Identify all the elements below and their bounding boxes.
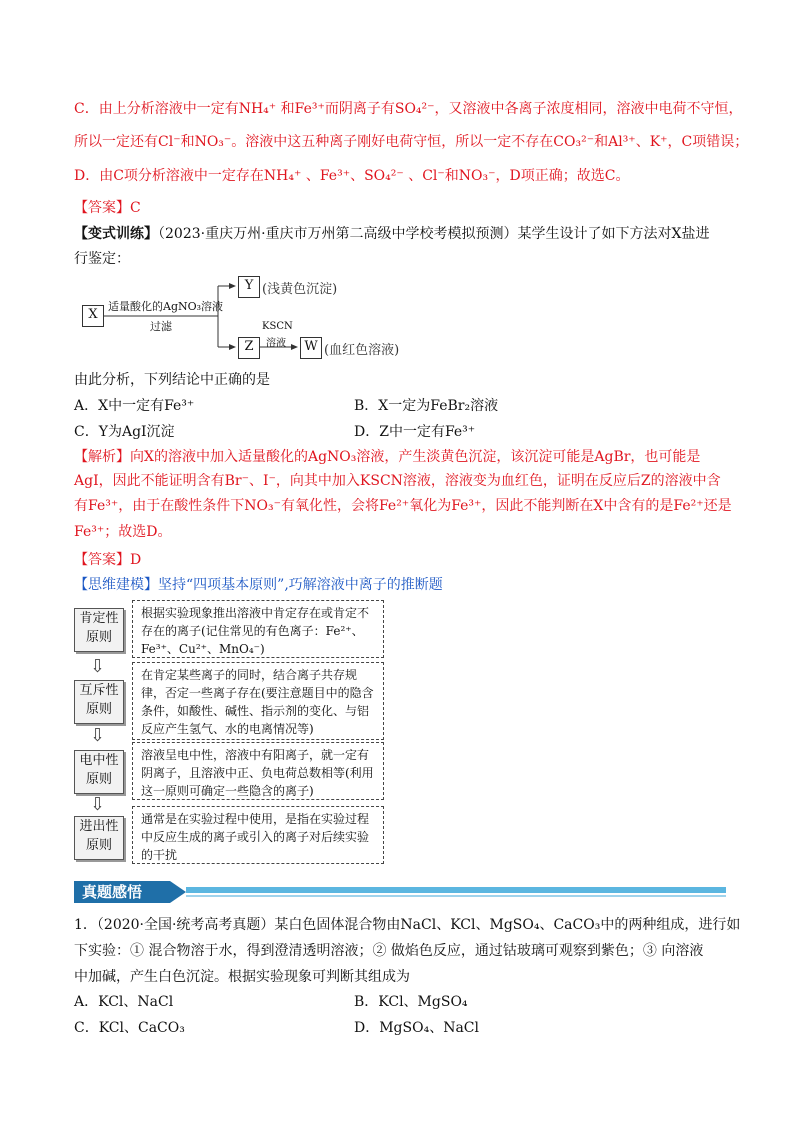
principle-4-name1: 进出性 [79, 819, 119, 834]
principle-1-desc: 根据实验现象推出溶液中肯定存在或肯定不存在的离子(记住常见的有色离子：Fe²⁺、Fe³⁺、Cu²⁺、MnO₄⁻) [132, 600, 384, 658]
analysis-c-line2: 所以一定还有Cl⁻和NO₃⁻。溶液中这五种离子刚好电荷守恒，所以一定不存在CO₃²⁻和Al³⁺、K⁺，C项错误； [74, 134, 749, 150]
principle-2-desc: 在肯定某些离子的同时，结合离子共存规律，否定一些离子存在(要注意题目中的隐含条件，如酸性、碱性、指示剂的变化、与铝反应产生氢气、水的电离情况等) [132, 662, 384, 740]
answer2-value: D [130, 552, 142, 568]
flow-y-box: Y [238, 276, 260, 298]
flow-reagent2: KSCN [262, 321, 293, 332]
option-a: A．X中一定有Fe³⁺ [74, 398, 195, 414]
q1-line2: 下实验：① 混合物溶于水，得到澄清透明溶液；② 做焰色反应，通过钴玻璃可观察到紫色；③ 向溶液 [74, 943, 704, 959]
q1-option-d: D．MgSO₄、NaCl [354, 1020, 479, 1036]
model-heading [74, 575, 443, 595]
principle-3-label [74, 750, 124, 794]
flow-diagram [0, 0, 800, 380]
variant-label: 【变式训练】 [74, 226, 158, 242]
principle-2-name2: 原则 [85, 702, 112, 717]
flow-w-note: (血红色溶液) [324, 343, 400, 358]
option-d: D．Z中一定有Fe³⁺ [354, 424, 476, 440]
model-title: 坚持“四项基本原则”,巧解溶液中离子的推断题 [158, 577, 443, 593]
principle-2-label [74, 680, 124, 724]
option-b: B．X一定为FeBr₂溶液 [354, 398, 499, 414]
flow-y-note: (浅黄色沉淀) [262, 282, 338, 297]
flow-reagent1: 适量酸化的AgNO₃溶液 [108, 300, 224, 313]
principle-1-name1: 肯定性 [79, 611, 119, 626]
variant-text1: （2023·重庆万州·重庆市万州第二高级中学校考模拟预测）某学生设计了如下方法对X盐进 [158, 226, 710, 242]
analysis-label: 【解析】 [74, 449, 130, 465]
answer-value: C [130, 200, 141, 216]
arrow-down-icon: ⇩ [90, 794, 106, 815]
section-banner [74, 881, 726, 903]
principle-2-name1: 互斥性 [79, 683, 119, 698]
answer2-label: 【答案】 [74, 552, 130, 568]
option-c: C．Y为AgI沉淀 [74, 424, 175, 440]
analysis-line4: Fe³⁺；故选D。 [74, 524, 172, 540]
principle-4-name2: 原则 [85, 838, 112, 853]
arrow-down-icon: ⇩ [90, 656, 106, 677]
principle-1-label [74, 608, 124, 652]
arrow-down-icon: ⇩ [90, 725, 106, 746]
analysis-line3: 有Fe³⁺，由于在酸性条件下NO₃⁻有氧化性，会将Fe²⁺氧化为Fe³⁺，因此不能判断在X中含有的是Fe²⁺还是 [74, 498, 732, 514]
q1-line1: 1．（2020·全国·统考高考真题）某白色固体混合物由NaCl、KCl、MgSO₄、CaCO₃中的两种组成，进行如 [74, 917, 741, 933]
analysis-d-line: D．由C项分析溶液中一定存在NH₄⁺ 、Fe³⁺、SO₄²⁻ 、Cl⁻和NO₃⁻，D项正确；故选C。 [74, 168, 630, 184]
flow-z-box: Z [238, 337, 260, 359]
model-label: 【思维建模】 [74, 577, 158, 593]
principle-1-name2: 原则 [85, 630, 112, 645]
analysis-c-line1: C．由上分析溶液中一定有NH₄⁺ 和Fe³⁺而阴离子有SO₄²⁻，又溶液中各离子浓度相同，溶液中电荷不守恒， [74, 101, 743, 117]
analysis-l1: 向X的溶液中加入适量酸化的AgNO₃溶液，产生淡黄色沉淀，该沉淀可能是AgBr，也可能是 [130, 449, 701, 465]
answer-label: 【答案】 [74, 200, 130, 216]
answer-2 [74, 550, 141, 570]
question: 由此分析，下列结论中正确的是 [74, 372, 270, 388]
variant-line2: 行鉴定： [74, 251, 130, 267]
principle-3-desc: 溶液呈电中性，溶液中有阳离子，就一定有阴离子，且溶液中正、负电荷总数相等(利用这一原则可确定一些隐含的离子) [132, 742, 384, 800]
q1-option-a: A．KCl、NaCl [74, 994, 174, 1010]
principle-3-name1: 电中性 [79, 753, 119, 768]
q1-option-b: B．KCl、MgSO₄ [354, 994, 468, 1010]
principle-4-label [74, 816, 124, 860]
flow-w-box: W [300, 337, 322, 359]
analysis-line2: AgI，因此不能证明含有Br⁻、I⁻，向其中加入KSCN溶液，溶液变为血红色，证明在反应后Z的溶液中含 [74, 473, 721, 489]
flow-x-box: X [82, 305, 104, 327]
section-title: 真题感悟 [82, 883, 143, 901]
q1-line3: 中加碱，产生白色沉淀。根据实验现象可判断其组成为 [74, 969, 410, 985]
flow-step1: 过滤 [150, 320, 172, 333]
analysis-line1 [74, 447, 700, 467]
principle-4-desc: 通常是在实验过程中使用，是指在实验过程中反应生成的离子或引入的离子对后续实验的干扰 [132, 806, 384, 864]
flow-reagent2b: 溶液 [266, 338, 286, 349]
principle-3-name2: 原则 [85, 772, 112, 787]
q1-option-c: C．KCl、CaCO₃ [74, 1020, 185, 1036]
